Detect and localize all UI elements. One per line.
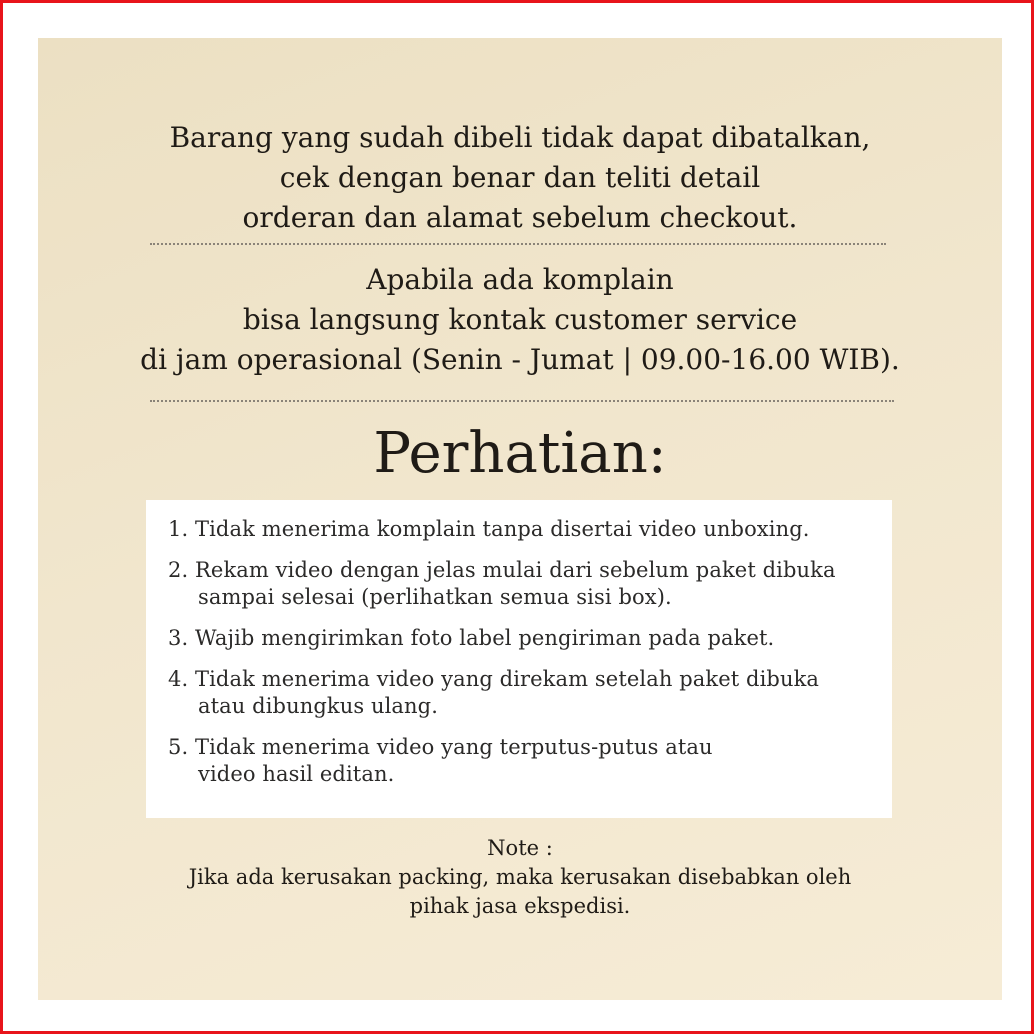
note-label: Note : [487,836,553,860]
policy-line: orderan dan alamat sebelum checkout. [242,201,798,234]
policy-line: cek dengan benar dan teliti detail [279,161,761,194]
rule-text: 2. Rekam video dengan jelas mulai dari sebelum paket dibuka [168,558,836,582]
rule-item [168,734,892,788]
rule-item [168,516,892,543]
rule-item [168,557,892,611]
policy-line: Barang yang sudah dibeli tidak dapat dibatalkan, [169,121,871,154]
rule-text: 1. Tidak menerima komplain tanpa disertai video unboxing. [168,517,810,541]
notice-card [38,38,1002,1000]
complaint-line: bisa langsung kontak customer service [242,303,798,336]
dotted-divider [150,400,894,402]
purchase-policy-text [38,118,1002,238]
rule-text-continued: video hasil editan. [198,762,395,786]
dotted-divider [150,243,886,245]
attention-heading: Perhatian: [373,421,667,486]
rule-text: 3. Wajib mengirimkan foto label pengiriman pada paket. [168,626,775,650]
rules-panel [146,500,892,818]
complaint-line: di jam operasional (Senin - Jumat | 09.00-16.00 WIB). [140,343,900,376]
rule-text: 5. Tidak menerima video yang terputus-putus atau [168,735,713,759]
rule-item [168,625,892,652]
note-line: Jika ada kerusakan packing, maka kerusakan disebabkan oleh [188,865,852,889]
complaint-info-text [38,260,1002,380]
rule-item [168,666,892,720]
rule-text-continued: sampai selesai (perlihatkan semua sisi box). [198,585,672,609]
note-line: pihak jasa ekspedisi. [409,894,631,918]
rule-text-continued: atau dibungkus ulang. [198,694,438,718]
complaint-line: Apabila ada komplain [366,263,674,296]
rule-text: 4. Tidak menerima video yang direkam setelah paket dibuka [168,667,820,691]
note-section [38,834,1002,921]
